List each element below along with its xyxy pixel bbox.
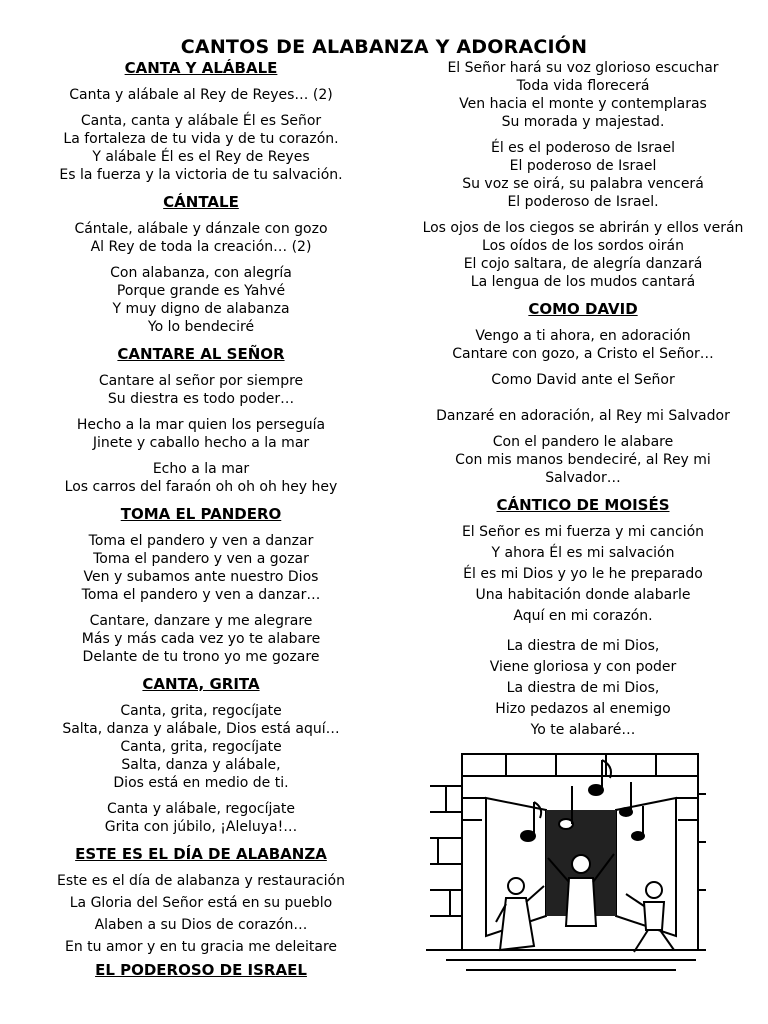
stanza <box>398 679 768 697</box>
lyric-line: La diestra de mi Dios, <box>506 680 660 696</box>
lyric-line: Ven y subamos ante nuestro Dios <box>83 569 319 585</box>
stanza <box>398 637 768 655</box>
lyric-line: Canta, grita, regocíjate <box>120 739 282 755</box>
song <box>30 344 372 496</box>
lyric-line: Canta, grita, regocíjate <box>120 703 282 719</box>
lyric-line: Porque grande es Yahvé <box>116 283 286 299</box>
lyric-line: Con alabanza, con alegría <box>110 265 292 281</box>
stanza <box>30 372 372 408</box>
lyric-line: El poderoso de Israel <box>509 158 657 174</box>
brick-wall-left <box>430 786 462 916</box>
song-title: CANTA, GRITA <box>142 675 260 693</box>
stanza <box>30 532 372 604</box>
song-title: ESTE ES EL DÍA DE ALABANZA <box>75 845 327 863</box>
lyric-line: Dios está en medio de ti. <box>113 775 289 791</box>
stanza <box>30 416 372 452</box>
song <box>30 844 372 956</box>
lyric-line: Salta, danza y alábale, Dios está aquí… <box>62 721 340 737</box>
lyric-line: En tu amor y en tu gracia me deleitare <box>64 939 337 955</box>
worship-dance-illustration <box>426 746 706 976</box>
lyric-line: Hizo pedazos al enemigo <box>495 701 671 717</box>
lyric-line: Él es mi Dios y yo le he preparado <box>463 566 703 582</box>
stanza <box>398 433 768 487</box>
lyric-line: Echo a la mar <box>152 461 250 477</box>
song-title: CÁNTALE <box>163 193 239 211</box>
brick-wall-right <box>698 794 706 890</box>
lyric-line: Su voz se oirá, su palabra vencerá <box>462 176 704 192</box>
song-title: CANTA Y ALÁBALE <box>124 59 278 77</box>
lyric-line: Él es el poderoso de Israel <box>491 140 675 156</box>
lyric-line: Los carros del faraón oh oh oh hey hey <box>64 479 338 495</box>
lyric-line: Su diestra es todo poder… <box>107 391 295 407</box>
stanza <box>398 607 768 625</box>
stanza <box>398 327 768 363</box>
lyric-line: Salta, danza y alábale, <box>121 757 281 773</box>
lyric-line: Los ojos de los ciegos se abrirán y ellos verán <box>422 220 744 236</box>
right-column <box>398 59 768 742</box>
lyric-line: Más y más cada vez yo te alabare <box>81 631 321 647</box>
stanza <box>398 658 768 676</box>
stanza <box>398 407 768 425</box>
song <box>398 299 768 487</box>
lyric-line: Este es el día de alabanza y restauración <box>57 873 345 889</box>
stanza <box>30 800 372 836</box>
lyric-line: Jinete y caballo hecho a la mar <box>92 435 310 451</box>
lyric-line: La fortaleza de tu vida y de tu corazón. <box>63 131 339 147</box>
lyric-line: Y ahora Él es mi salvación <box>491 545 675 561</box>
lyric-line: Grita con júbilo, ¡Aleluya!… <box>104 819 298 835</box>
dancer-right <box>626 882 674 952</box>
lyric-line: El poderoso de Israel. <box>507 194 659 210</box>
stanza <box>30 702 372 792</box>
song <box>30 960 372 980</box>
lyric-line: Toma el pandero y ven a gozar <box>93 551 309 567</box>
lyric-line: La Gloria del Señor está en su pueblo <box>69 895 333 911</box>
document-title: CANTOS DE ALABANZA Y ADORACIÓN <box>180 36 588 58</box>
lyric-line: Con mis manos bendeciré, al Rey mi Salvador… <box>455 452 711 486</box>
stanza <box>398 59 768 131</box>
lyric-line: Toma el pandero y ven a danzar… <box>81 587 321 603</box>
stanza <box>398 219 768 291</box>
stanza <box>30 264 372 336</box>
lyric-line: Hecho a la mar quien los perseguía <box>76 417 326 433</box>
stanza <box>30 916 372 934</box>
lyric-line: El Señor hará su voz glorioso escuchar <box>447 60 719 76</box>
lyric-line: Canta y alábale, regocíjate <box>106 801 296 817</box>
song <box>398 59 768 291</box>
lyric-line: Cántale, alábale y dánzale con gozo <box>74 221 328 237</box>
lyric-line: Canta y alábale al Rey de Reyes… (2) <box>69 87 333 103</box>
song <box>30 504 372 666</box>
lyric-line: Los oídos de los sordos oirán <box>482 238 684 254</box>
song <box>398 495 768 739</box>
lyric-line: Al Rey de toda la creación… (2) <box>90 239 312 255</box>
stanza <box>30 460 372 496</box>
lyric-line: Aquí en mi corazón. <box>513 608 653 624</box>
lyric-line: Una habitación donde alabarle <box>475 587 691 603</box>
lyric-line: La lengua de los mudos cantará <box>470 274 696 290</box>
lyric-line: Danzaré en adoración, al Rey mi Salvador <box>436 408 730 424</box>
song-title: COMO DAVID <box>528 300 638 318</box>
stanza <box>398 721 768 739</box>
stanza <box>30 86 372 104</box>
lyric-line: Su morada y majestad. <box>501 114 665 130</box>
lyric-line: Canta, canta y alábale Él es Señor <box>80 113 322 129</box>
stanza <box>30 220 372 256</box>
lyric-line: Toma el pandero y ven a danzar <box>88 533 314 549</box>
stanza <box>398 544 768 562</box>
song-title: CANTARE AL SEÑOR <box>117 345 285 363</box>
dancer-left <box>496 878 544 950</box>
stanza <box>30 938 372 956</box>
lyric-line: Como David ante el Señor <box>491 372 675 388</box>
song-title: EL PODEROSO DE ISRAEL <box>95 961 307 979</box>
lyric-line: Yo lo bendeciré <box>147 319 255 335</box>
left-column <box>30 58 372 988</box>
lyric-line: Y muy digno de alabanza <box>112 301 290 317</box>
song <box>30 58 372 184</box>
song-title: CÁNTICO DE MOISÉS <box>496 496 670 514</box>
lyric-line: El Señor es mi fuerza y mi canción <box>461 524 705 540</box>
lyric-line: Con el pandero le alabare <box>492 434 674 450</box>
lyric-line: El cojo saltara, de alegría danzará <box>463 256 703 272</box>
lyric-line: Ven hacia el monte y contemplaras <box>459 96 707 112</box>
song-title: TOMA EL PANDERO <box>120 505 282 523</box>
stanza <box>398 586 768 604</box>
stanza <box>398 523 768 541</box>
song <box>30 192 372 336</box>
lyric-line: Toda vida florecerá <box>516 78 650 94</box>
stanza <box>398 700 768 718</box>
stanza <box>30 112 372 184</box>
lyric-line: Y alábale Él es el Rey de Reyes <box>92 149 310 165</box>
stanza <box>30 872 372 890</box>
lyric-line: La diestra de mi Dios, <box>506 638 660 654</box>
stanza <box>30 612 372 666</box>
stanza <box>398 371 768 389</box>
lyric-line: Delante de tu trono yo me gozare <box>82 649 320 665</box>
lyric-line: Es la fuerza y la victoria de tu salvación. <box>59 167 343 183</box>
lyric-line: Viene gloriosa y con poder <box>489 659 677 675</box>
stanza <box>398 139 768 211</box>
song <box>30 674 372 836</box>
lyric-line: Vengo a ti ahora, en adoración <box>475 328 691 344</box>
stanza <box>398 565 768 583</box>
lyric-line: Cantare al señor por siempre <box>98 373 304 389</box>
lyric-line: Cantare, danzare y me alegrare <box>89 613 313 629</box>
lyric-line: Cantare con gozo, a Cristo el Señor… <box>452 346 714 362</box>
stanza <box>30 894 372 912</box>
lyric-line: Yo te alabaré… <box>530 722 636 738</box>
lyric-line: Alaben a su Dios de corazón… <box>94 917 308 933</box>
